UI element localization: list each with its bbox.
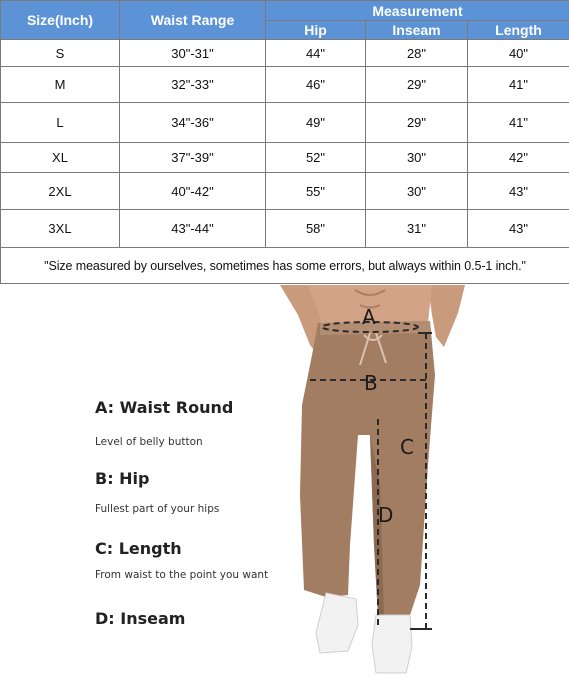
cell-length: 43" xyxy=(468,210,569,248)
table-row xyxy=(1,40,569,67)
marker-a: A xyxy=(362,305,376,329)
marker-b: B xyxy=(364,371,378,395)
cell-waist: 40"-42" xyxy=(120,173,266,210)
cell-hip: 49" xyxy=(266,103,366,143)
cell-size: L xyxy=(1,103,120,143)
table-row xyxy=(1,210,569,248)
cell-waist: 34"-36" xyxy=(120,103,266,143)
legend-desc-length: From waist to the point you want xyxy=(95,569,269,581)
measurement-note: "Size measured by ourselves, sometimes has some errors, but always within 0.5-1 inch." xyxy=(1,248,569,284)
legend-title-inseam: D: Inseam xyxy=(95,609,186,628)
marker-c: C xyxy=(400,435,414,459)
cell-hip: 52" xyxy=(266,143,366,173)
cell-length: 40" xyxy=(468,40,569,67)
cell-waist: 30"-31" xyxy=(120,40,266,67)
header-hip: Hip xyxy=(266,21,366,40)
header-size: Size(Inch) xyxy=(1,1,120,40)
right-arm xyxy=(428,285,465,347)
legend-title-length: C: Length xyxy=(95,539,182,558)
cell-inseam: 30" xyxy=(366,173,468,210)
table-row xyxy=(1,67,569,103)
table-row xyxy=(1,143,569,173)
cell-size: 2XL xyxy=(1,173,120,210)
cell-length: 43" xyxy=(468,173,569,210)
pants-model-figure xyxy=(260,285,569,678)
cell-length: 42" xyxy=(468,143,569,173)
pants-illustration xyxy=(260,285,569,678)
cell-waist: 43"-44" xyxy=(120,210,266,248)
cell-waist: 32"-33" xyxy=(120,67,266,103)
cell-hip: 55" xyxy=(266,173,366,210)
legend-desc-hip: Fullest part of your hips xyxy=(95,503,220,515)
cell-hip: 58" xyxy=(266,210,366,248)
header-length: Length xyxy=(468,21,569,40)
cell-inseam: 29" xyxy=(366,103,468,143)
cell-length: 41" xyxy=(468,67,569,103)
table-note-row xyxy=(1,248,569,284)
marker-d: D xyxy=(378,503,394,527)
cell-length: 41" xyxy=(468,103,569,143)
cell-size: 3XL xyxy=(1,210,120,248)
left-shoe xyxy=(316,593,358,653)
cell-hip: 46" xyxy=(266,67,366,103)
legend-desc-waist: Level of belly button xyxy=(95,436,203,448)
cell-waist: 37"-39" xyxy=(120,143,266,173)
cell-size: M xyxy=(1,67,120,103)
header-waist-range: Waist Range xyxy=(120,1,266,40)
table-row xyxy=(1,173,569,210)
cell-size: XL xyxy=(1,143,120,173)
cell-inseam: 31" xyxy=(366,210,468,248)
cell-inseam: 29" xyxy=(366,67,468,103)
legend-title-waist: A: Waist Round xyxy=(95,398,234,417)
cell-inseam: 28" xyxy=(366,40,468,67)
cell-hip: 44" xyxy=(266,40,366,67)
header-inseam: Inseam xyxy=(366,21,468,40)
legend-title-hip: B: Hip xyxy=(95,469,150,488)
cell-inseam: 30" xyxy=(366,143,468,173)
table-row xyxy=(1,103,569,143)
size-chart-table xyxy=(0,0,569,284)
cell-size: S xyxy=(1,40,120,67)
pants-body xyxy=(300,321,435,617)
header-measurement: Measurement xyxy=(266,1,569,21)
